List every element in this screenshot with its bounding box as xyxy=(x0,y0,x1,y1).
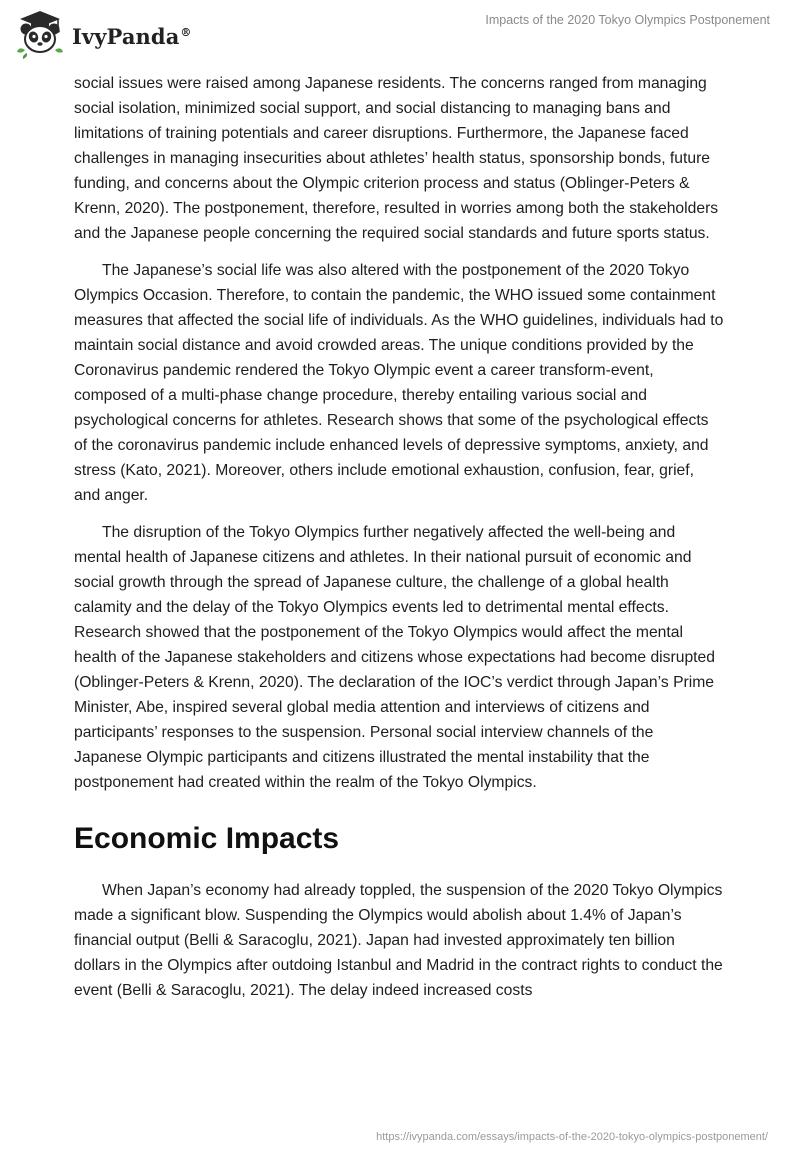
paragraph-social-issues: social issues were raised among Japanese residents. The concerns ranged from managing social isolation, minimized social support, and social distancing to managing bans and limitations of training potentials and career disruptions. Furthermore, the Japanese faced challenges in managing insecurities about athletes’ health status, sponsorship bonds, future funding, and concerns about the Olympic criterion process and status (Oblinger-Peters & Krenn, 2020). The postponement, therefore, resulted in worries among both the stakeholders and the Japanese people concerning the required social standards and future sports status. xyxy=(74,75,719,242)
paragraph-economic: When Japan’s economy had already toppled, the suspension of the 2020 Tokyo Olympics made a significant blow. Suspending the Olympics would abolish about 1.4% of Japan’s financial output (Belli & Saracoglu, 2021). Japan had invested approximately ten billion dollars in the Olympics after outdoing Istanbul and Madrid in the contract rights to conduct the event (Belli & Saracoglu, 2021). The delay indeed increased costs xyxy=(74,882,723,999)
document-title: Impacts of the 2020 Tokyo Olympics Postponement xyxy=(485,13,770,27)
paragraph-social-life: The Japanese’s social life was also altered with the postponement of the 2020 Tokyo Olympics Occasion. Therefore, to contain the pandemic, the WHO issued some containment measures that affected the social life of individuals. As the WHO guidelines, individuals had to maintain social distance and avoid crowded areas. The unique conditions provided by the Coronavirus pandemic rendered the Tokyo Olympic event a career transform-event, composed of a multi-phase change procedure, thereby entailing various social and psychological concerns for athletes. Research shows that some of the psychological effects of the coronavirus pandemic include enhanced levels of depressive symptoms, anxiety, and stress (Kato, 2021). Moreover, others include emotional exhaustion, confusion, fear, grief, and anger. xyxy=(74,262,724,504)
page-header xyxy=(0,0,800,70)
section-heading-economic-impacts: Economic Impacts xyxy=(74,822,340,855)
paragraph-mental-health: The disruption of the Tokyo Olympics further negatively affected the well-being and mental health of Japanese citizens and athletes. In their national pursuit of economic and social growth through the spread of Japanese culture, the challenge of a global health calamity and the delay of the Tokyo Olympics events led to detrimental mental effects. Research showed that the postponement of the Tokyo Olympics would affect the mental health of the Japanese stakeholders and citizens whose expectations had become disrupted (Oblinger-Peters & Krenn, 2020). The declaration of the IOC’s verdict through Japan’s Prime Minister, Abe, inspired several global media attention and interviews of citizens and participants’ responses to the suspension. Personal social interview channels of the Japanese Olympic participants and citizens illustrated the mental instability that the postponement had created within the realm of the Tokyo Olympics. xyxy=(74,524,715,791)
ivypanda-logo[interactable] xyxy=(14,8,192,60)
source-url[interactable]: https://ivypanda.com/essays/impacts-of-the-2020-tokyo-olympics-postponement/ xyxy=(376,1131,768,1143)
essay-body xyxy=(74,71,724,1015)
logo-wordmark: IvyPanda® xyxy=(72,23,192,49)
panda-graduate-icon xyxy=(14,8,66,60)
